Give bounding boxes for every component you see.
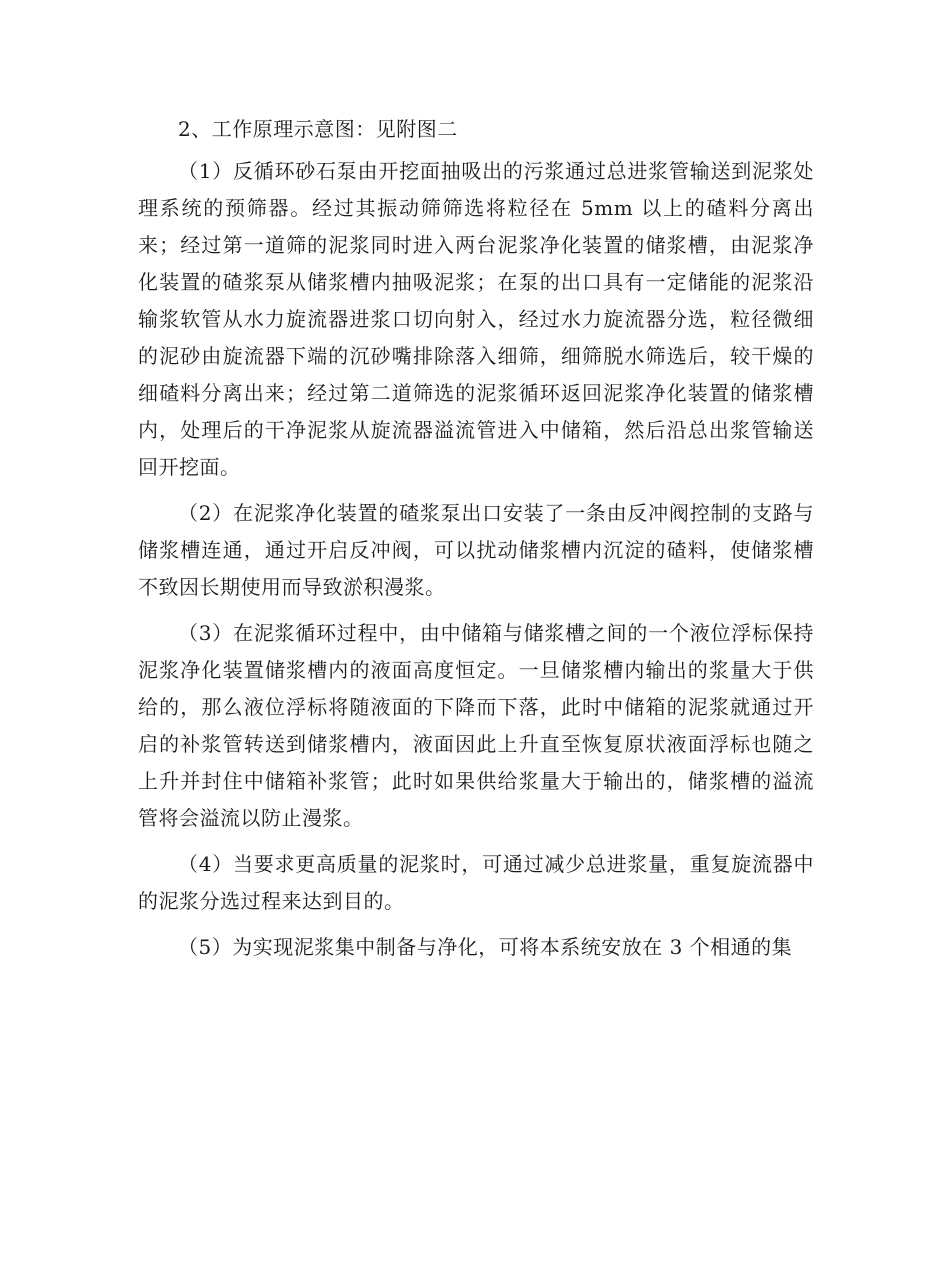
- paragraph-1: （1）反循环砂石泵由开挖面抽吸出的污浆通过总进浆管输送到泥浆处理系统的预筛器。经过其振动筛筛选将粒径在 5mm 以上的碴料分离出来；经过第一道筛的泥浆同时进入两台泥浆净化装置的储浆槽，由泥浆净化装置的碴浆泵从储浆槽内抽吸泥浆；在泵的出口具有一定储能的泥浆沿输浆软管从水力旋流器进浆口切向射入，经过水力旋流器分选，粒径微细的泥砂由旋流器下端的沉砂嘴排除落入细筛，细筛脱水筛选后，较干燥的细碴料分离出来；经过第二道筛选的泥浆循环返回泥浆净化装置的储浆槽内，处理后的干净泥浆从旋流器溢流管进入中储箱，然后沿总出浆管输送回开挖面。: [138, 159, 814, 479]
- paragraph-2: （2）在泥浆净化装置的碴浆泵出口安装了一条由反冲阀控制的支路与储浆槽连通，通过开启反冲阀，可以扰动储浆槽内沉淀的碴料，使储浆槽不致因长期使用而导致淤积漫浆。: [138, 501, 814, 599]
- paragraph-4: （4）当要求更高质量的泥浆时，可通过减少总进浆量，重复旋流器中的泥浆分选过程来达到目的。: [138, 852, 814, 913]
- section-heading: 2、工作原理示意图：见附图二: [178, 117, 458, 141]
- paragraph-5: （5）为实现泥浆集中制备与净化，可将本系统安放在 3 个相通的集: [178, 935, 793, 959]
- document-body: [138, 111, 814, 975]
- paragraph-3: （3）在泥浆循环过程中，由中储箱与储浆槽之间的一个液位浮标保持泥浆净化装置储浆槽内的液面高度恒定。一旦储浆槽内输出的浆量大于供给的，那么液位浮标将随液面的下降而下落，此时中储箱的泥浆就通过开启的补浆管转送到储浆槽内，液面因此上升直至恢复原状液面浮标也随之上升并封住中储箱补浆管；此时如果供给浆量大于输出的，储浆槽的溢流管将会溢流以防止漫浆。: [138, 621, 814, 830]
